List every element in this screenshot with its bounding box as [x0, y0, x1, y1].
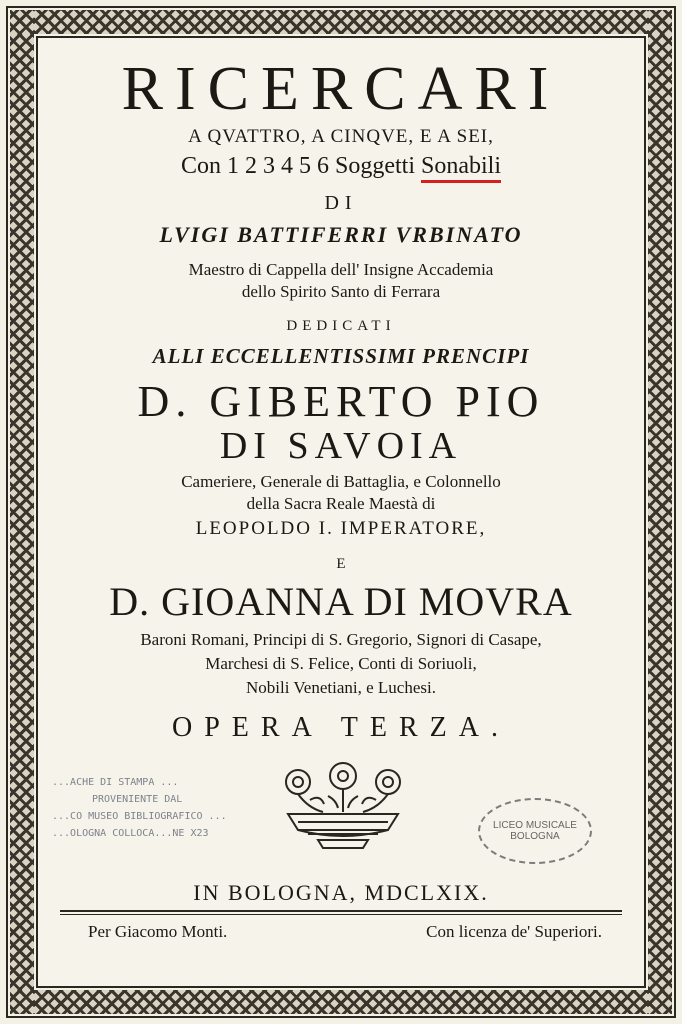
- author-role-line1: Maestro di Cappella dell' Insigne Accademia: [188, 260, 494, 279]
- subtitle: A QVATTRO, A CINQVE, E A SEI,: [188, 126, 494, 147]
- divider-rule: [60, 910, 622, 912]
- stamp-line: ...ACHE DI STAMPA ...: [52, 777, 179, 788]
- stamp-line: ...CO MUSEO BIBLIOGRAFICO ...: [52, 811, 227, 822]
- highlighted-word: Sonabili: [421, 152, 501, 183]
- divider-rule-thin: [60, 914, 622, 915]
- dedicatee2-name: D. GIOANNA DI MOVRA: [109, 579, 573, 624]
- dedicatee1-name: D. GIBERTO PIO: [137, 377, 545, 426]
- author-role-line2: dello Spirito Santo di Ferrara: [241, 282, 441, 301]
- subjects-line: [40, 152, 642, 183]
- conjunction: E: [336, 556, 346, 572]
- dedication-heading: ALLI ECCELLENTISSIMI PRENCIPI: [152, 344, 530, 368]
- dedicatee2-desc2: Marchesi di S. Felice, Conti di Soriuoli,: [205, 654, 477, 673]
- dedicatee2-desc1: Baroni Romani, Principi di S. Gregorio, Signori di Casape,: [140, 630, 542, 649]
- dedicatee1-desc2: della Sacra Reale Maestà di: [246, 494, 436, 513]
- stamp-line: PROVENIENTE DAL: [92, 794, 183, 805]
- oval-library-stamp: LICEO MUSICALE BOLOGNA: [478, 798, 592, 864]
- di-label: DI: [324, 192, 358, 214]
- flower-basket-vignette: [268, 760, 418, 852]
- main-title: RICERCARI: [121, 55, 561, 123]
- library-stamp: [52, 774, 252, 856]
- subjects-prefix: Con 1 2 3 4 5 6 Soggetti: [180, 153, 415, 179]
- place-and-date: IN BOLOGNA, MDCLXIX.: [193, 880, 489, 905]
- title-page: [40, 44, 642, 984]
- dedicatee1-house: DI SAVOIA: [219, 425, 463, 467]
- stamp-line: ...OLOGNA COLLOCA...NE X23: [52, 828, 209, 839]
- dedicatee1-desc3: LEOPOLDO I. IMPERATORE,: [195, 518, 487, 539]
- dedicatee2-desc3: Nobili Venetiani, e Luchesi.: [246, 678, 436, 697]
- printer-name: Per Giacomo Monti.: [88, 922, 228, 941]
- author-name: LVIGI BATTIFERRI VRBINATO: [159, 222, 523, 247]
- license-note: Con licenza de' Superiori.: [426, 922, 602, 941]
- opus-label: OPERA TERZA.: [172, 712, 510, 743]
- dedicatee1-desc1: Cameriere, Generale di Battaglia, e Colonnello: [181, 472, 501, 491]
- dedicati-label: DEDICATI: [286, 318, 396, 334]
